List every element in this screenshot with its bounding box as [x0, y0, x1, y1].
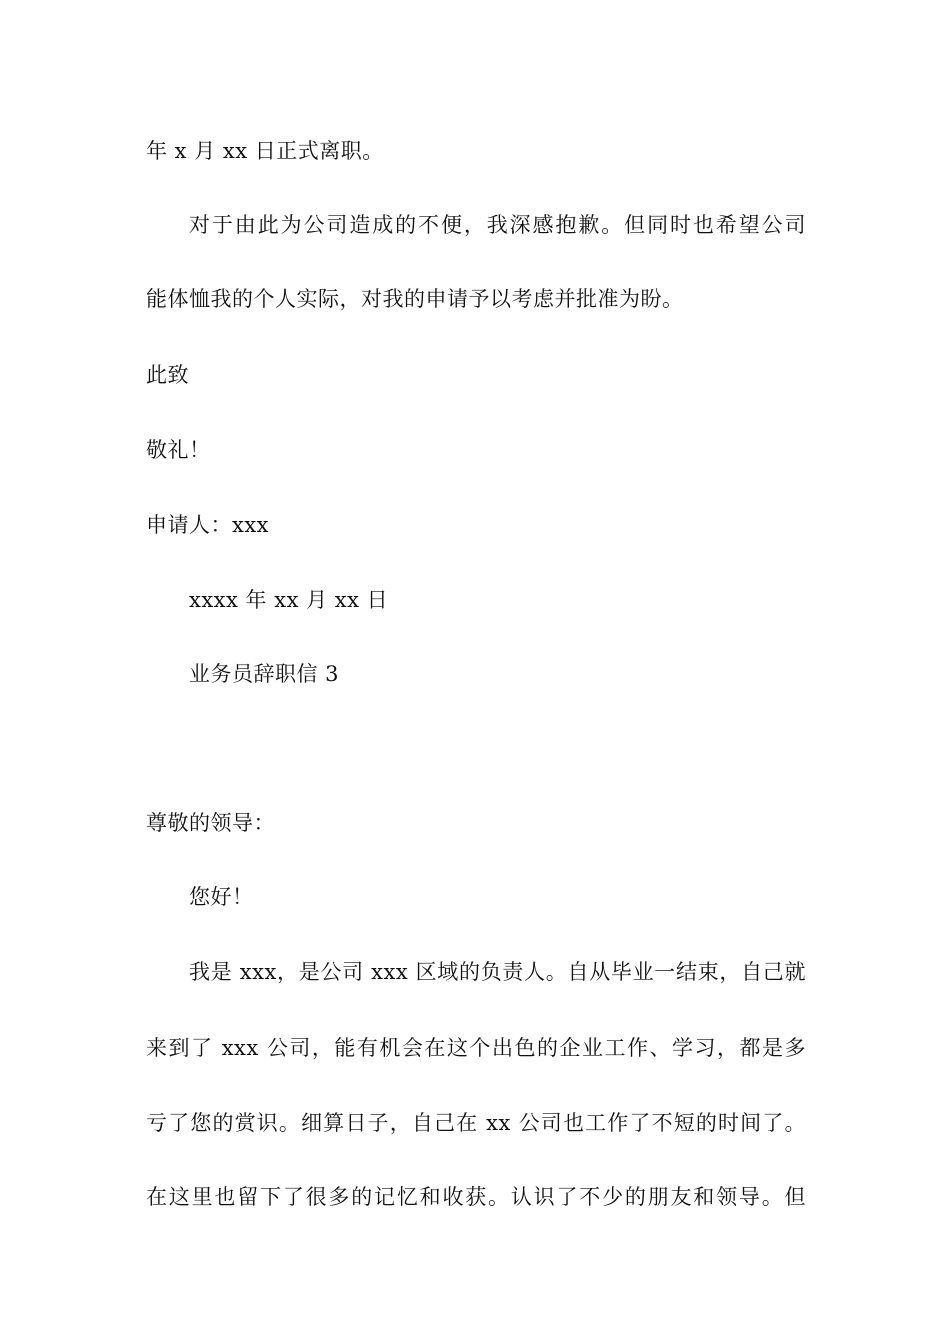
text-line-intro: 我是 xxx，是公司 xxx 区域的负责人。自从毕业一结束，自己就	[189, 960, 806, 984]
signature-date: xxxx 年 xx 月 xx 日	[189, 588, 389, 612]
letter-greeting: 您好！	[189, 885, 254, 909]
applicant-name: 申请人：xxx	[146, 513, 270, 537]
text-line-request: 能体恤我的个人实际，对我的申请予以考虑并批准为盼。	[146, 287, 684, 311]
text-line-memories: 在这里也留下了很多的记忆和收获。认识了不少的朋友和领导。但	[146, 1185, 806, 1209]
section-heading: 业务员辞职信 3	[189, 662, 340, 686]
closing-salutation: 此致	[146, 363, 189, 387]
text-line-company: 来到了 xxx 公司，能有机会在这个出色的企业工作、学习，都是多	[146, 1036, 806, 1060]
letter-salutation: 尊敬的领导：	[146, 811, 275, 835]
text-line-apology: 对于由此为公司造成的不便，我深感抱歉。但同时也希望公司	[189, 213, 806, 237]
closing-regards: 敬礼！	[146, 438, 211, 462]
text-line-gratitude: 亏了您的赏识。细算日子，自己在 xx 公司也工作了不短的时间了。	[146, 1111, 806, 1135]
text-line-resign-date: 年 x 月 xx 日正式离职。	[146, 139, 384, 163]
